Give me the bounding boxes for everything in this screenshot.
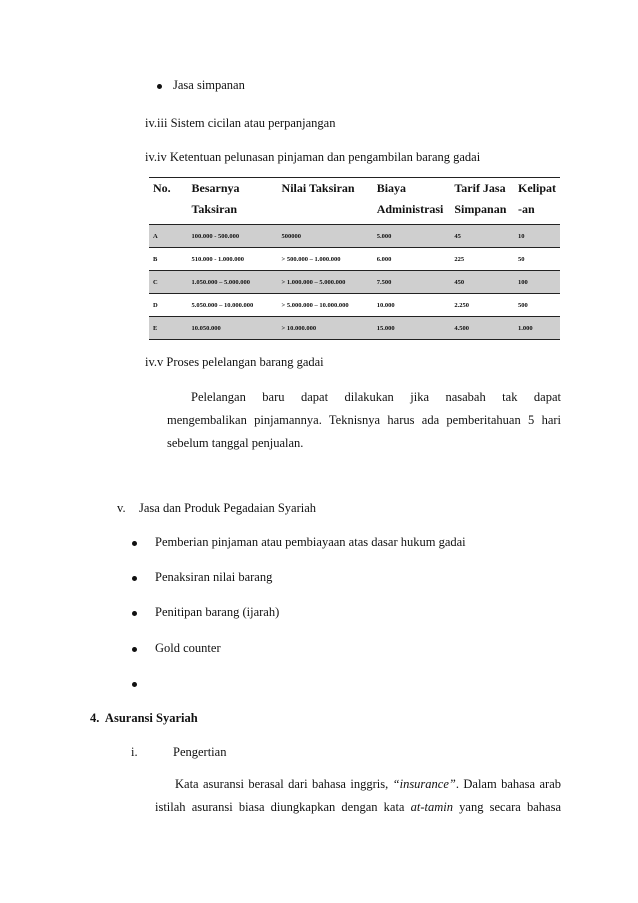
table-cell: 225: [450, 248, 514, 271]
table-cell: 500000: [278, 225, 373, 248]
col-header-biaya-administrasi: Biaya Administrasi: [373, 178, 451, 225]
paragraph-line: Pelelangan baru dapat dilakukan jika nasabah tak dapat: [191, 390, 561, 404]
section-4-sub-title: Pengertian: [173, 745, 227, 759]
col-header-kelipatan: Kelipat -an: [514, 178, 560, 225]
col-header-no: No.: [149, 178, 188, 225]
section-4-heading: 4. Asuransi Syariah: [90, 711, 198, 725]
list-item: Gold counter: [155, 641, 221, 655]
table-cell: A: [149, 225, 188, 248]
section-v-marker: v.: [117, 501, 126, 515]
table-cell: 5.000: [373, 225, 451, 248]
table-cell: > 5.000.000 – 10.000.000: [278, 294, 373, 317]
table-cell: B: [149, 248, 188, 271]
table-cell: 1.050.000 – 5.000.000: [188, 271, 278, 294]
table-row: [149, 271, 560, 294]
bullet-dot: [132, 541, 137, 546]
table-cell: 10.000: [373, 294, 451, 317]
table-cell: E: [149, 317, 188, 340]
list-item: Pemberian pinjaman atau pembiayaan atas dasar hukum gadai: [155, 535, 466, 549]
list-item: Penitipan barang (ijarah): [155, 605, 280, 619]
table-cell: 2.250: [450, 294, 514, 317]
table-cell: 100.000 - 500.000: [188, 225, 278, 248]
table-cell: 50: [514, 248, 560, 271]
table-header-row: [149, 178, 560, 225]
item-v-proses-lelang: iv.v Proses pelelangan barang gadai: [145, 355, 324, 369]
table-cell: 510.000 - 1.000.000: [188, 248, 278, 271]
table-cell: 5.050.000 – 10.000.000: [188, 294, 278, 317]
table-row: [149, 294, 560, 317]
paragraph-line: istilah asuransi biasa diungkapkan dengan kata at-tamin yang secara bahasa: [155, 800, 562, 814]
table-cell: 10.050.000: [188, 317, 278, 340]
table-cell: > 1.000.000 – 5.000.000: [278, 271, 373, 294]
table-cell: 7.500: [373, 271, 451, 294]
table-cell: C: [149, 271, 188, 294]
gadai-rate-table: [149, 177, 560, 340]
table-cell: 100: [514, 271, 560, 294]
table-cell: 500: [514, 294, 560, 317]
paragraph-line: sebelum tanggal penjualan.: [167, 436, 304, 450]
table-cell: 45: [450, 225, 514, 248]
table-row: [149, 225, 560, 248]
item-iv: iv.iv Ketentuan pelunasan pinjaman dan pengambilan barang gadai: [145, 150, 481, 164]
bullet-dot: [157, 84, 162, 89]
paragraph-line: Kata asuransi berasal dari bahasa inggris, “insurance”. Dalam bahasa arab: [175, 777, 561, 791]
table-row: [149, 317, 560, 340]
bullet-dot: [132, 647, 137, 652]
bullet-dot: [132, 576, 137, 581]
bullet-jasa-simpanan: Jasa simpanan: [173, 78, 245, 92]
paragraph-asuransi: [155, 773, 561, 819]
col-header-tarif-jasa-simpanan: Tarif Jasa Simpanan: [450, 178, 514, 225]
paragraph-line: mengembalikan pinjamannya. Teknisnya harus ada pemberitahuan 5 hari: [167, 413, 561, 427]
table-cell: > 500.000 – 1.000.000: [278, 248, 373, 271]
table-cell: D: [149, 294, 188, 317]
table-cell: 15.000: [373, 317, 451, 340]
table-cell: 1.000: [514, 317, 560, 340]
bullet-dot: [132, 611, 137, 616]
table-cell: 4.500: [450, 317, 514, 340]
table-cell: 6.000: [373, 248, 451, 271]
table-cell: 10: [514, 225, 560, 248]
item-iii: iv.iii Sistem cicilan atau perpanjangan: [145, 116, 336, 130]
section-4-sub-marker: i.: [131, 745, 138, 759]
table-row: [149, 248, 560, 271]
col-header-besarnya-taksiran: Besarnya Taksiran: [188, 178, 278, 225]
list-item: Penaksiran nilai barang: [155, 570, 273, 584]
col-header-nilai-taksiran: Nilai Taksiran: [278, 178, 373, 225]
table-cell: > 10.000.000: [278, 317, 373, 340]
section-v-title: Jasa dan Produk Pegadaian Syariah: [139, 501, 317, 515]
bullet-dot: [132, 682, 137, 687]
table-cell: 450: [450, 271, 514, 294]
paragraph-lelang: [167, 386, 561, 455]
